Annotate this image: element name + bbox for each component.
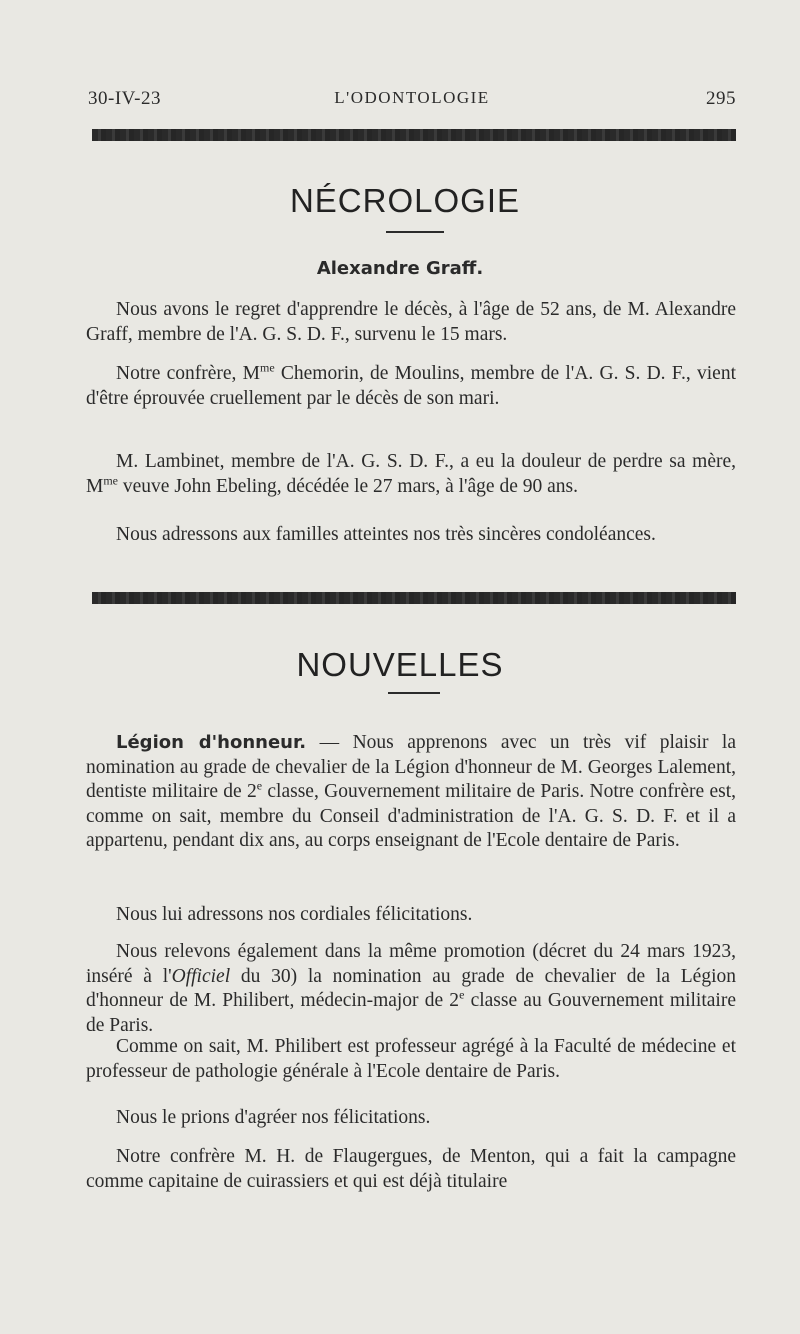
text-run: veuve John Ebeling, décédée le 27 mars, à l'âge de 90 ans. (118, 475, 578, 497)
section-title-necrologie: NÉCROLOGIE (289, 182, 521, 219)
run-in-heading: Légion d'honneur. (116, 732, 307, 753)
paragraph: Nous avons le regret d'apprendre le décès, à l'âge de 52 ans, de M. Alexandre Graff, membre de l'A. G. S. D. F., survenu le 15 mars. (86, 299, 736, 345)
decorative-rule-middle (92, 592, 736, 604)
paragraph (86, 362, 736, 411)
paragraph (86, 450, 736, 499)
section-title-nouvelles: NOUVELLES (296, 646, 504, 683)
paragraph: Comme on sait, M. Philibert est professeur agrégé à la Faculté de médecine et professeur de pathologie générale à l'Ecole dentaire de Paris. (86, 1036, 736, 1082)
paragraph: Nous le prions d'agréer nos félicitations. (116, 1107, 431, 1128)
superscript: me (259, 360, 275, 375)
text-run: classe, Gouvernement militaire de Paris. Notre confrère est, comme on sait, membre du Conseil d'administration de l'A. G. S. D. F. et il a appartenu, pendant dix ans, au corps enseignant de l'Ecole dentaire de Paris. (86, 781, 736, 851)
superscript: me (103, 473, 119, 487)
paragraph (86, 940, 736, 1038)
superscript: e (256, 778, 263, 793)
paragraph: Nous lui adressons nos cordiales félicitations. (116, 904, 473, 925)
header-journal-title: L'ODONTOLOGIE (334, 88, 490, 107)
paragraph: Notre confrère M. H. de Flaugergues, de Menton, qui a fait la campagne comme capitaine de cuirassiers et qui est déjà titulaire (86, 1146, 736, 1192)
text-run: classe au Gouvernement militaire de Paris. (86, 990, 736, 1036)
title-underline (388, 692, 440, 694)
text-run: du 30) la nomination au grade de chevalier de la Légion d'honneur de M. Philibert, médecin-major de 2 (86, 965, 736, 1011)
text-run: Chemorin, de Moulins, membre de l'A. G. S. D. F., vient d'être éprouvée cruellement par le décès de son mari. (86, 363, 736, 409)
text-run: Nous relevons également dans la même promotion (décret du 24 mars 1923, inséré à l' (86, 941, 736, 987)
text-run: Notre confrère, M (116, 363, 260, 384)
header-page-number: 295 (706, 88, 736, 109)
italic-text: Officiel (171, 965, 231, 987)
paragraph: Nous adressons aux familles atteintes nos très sincères condoléances. (116, 524, 656, 545)
text-run: — Nous apprenons avec un très vif plaisir la nomination au grade de chevalier de la Légion d'honneur de M. Georges Lalement, dentiste militaire de 2 (86, 732, 736, 802)
superscript: e (459, 987, 465, 1002)
header-date: 30-IV-23 (88, 88, 161, 109)
obituary-name-heading: Alexandre Graff. (316, 258, 484, 279)
paragraph (86, 731, 736, 854)
decorative-rule-top (92, 129, 736, 141)
title-underline (386, 231, 444, 233)
text-run: M. Lambinet, membre de l'A. G. S. D. F., a eu la douleur de perdre sa mère, M (86, 451, 736, 497)
running-header (88, 88, 736, 118)
